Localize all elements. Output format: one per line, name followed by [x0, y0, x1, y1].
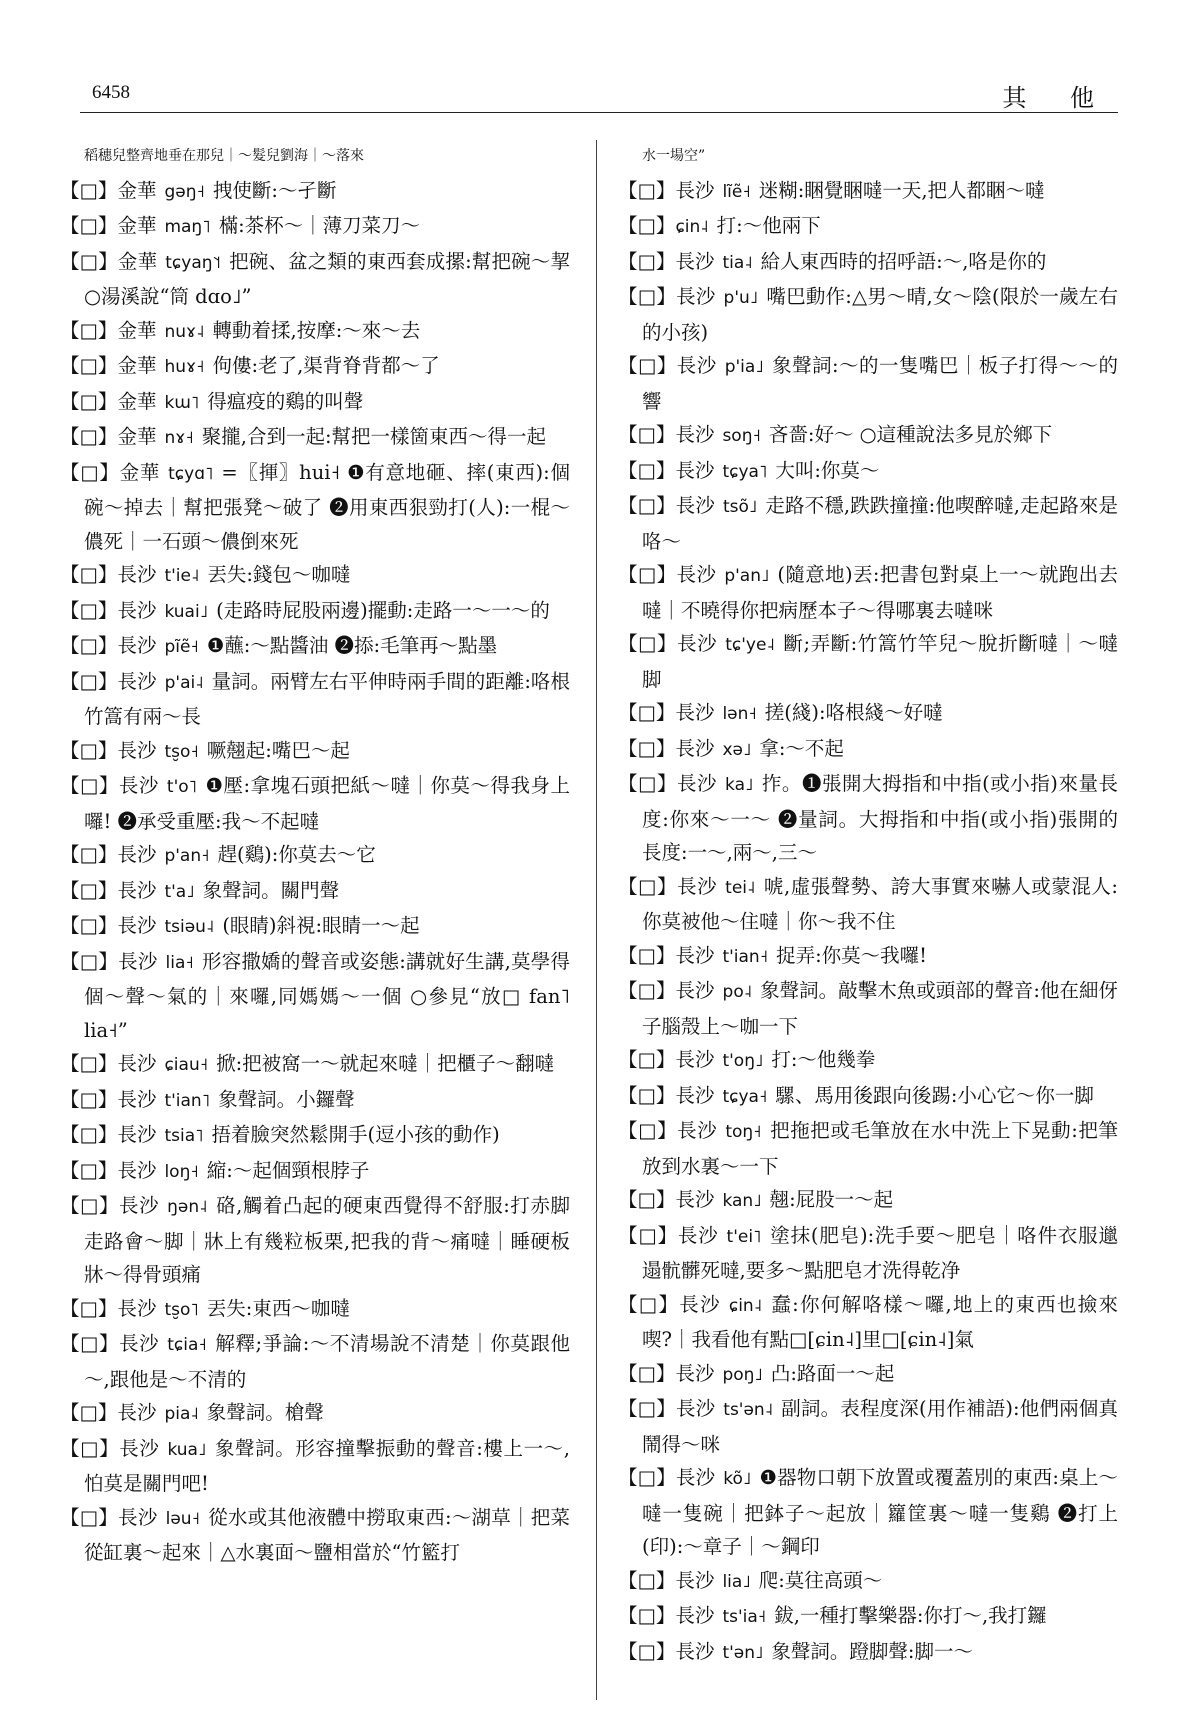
entry-bracket-marker: 【□】	[60, 425, 118, 448]
entry-definition: 拽使斷:～孑斷	[212, 178, 337, 202]
entry-locale: 長沙	[117, 598, 157, 622]
section-title: 其 他	[1002, 84, 1112, 112]
entry-definition: ❶蘸:～點醬油 ❷掭:毛筆再～點墨	[206, 634, 498, 657]
dictionary-entry	[618, 627, 1118, 696]
entry-pronunciation: p'ia˩	[724, 357, 764, 377]
entry-bracket-marker: 【□】	[60, 774, 119, 797]
entry-locale: 長沙	[117, 634, 157, 657]
entry-definition: 噘翹起:嘴巴～起	[206, 738, 350, 762]
entry-locale: 金華	[119, 460, 161, 484]
entry-locale: 長沙	[675, 178, 715, 202]
entry-definition: 打:～他幾拳	[771, 1048, 876, 1071]
entry-locale: 長沙	[117, 1087, 157, 1111]
dictionary-entry	[60, 629, 570, 665]
dictionary-entry	[60, 1432, 570, 1501]
dictionary-entry	[60, 209, 570, 245]
entry-pronunciation: gəŋ˧	[164, 181, 205, 202]
entry-locale: 長沙	[675, 458, 715, 482]
entry-locale: 長沙	[675, 1639, 715, 1663]
entry-locale: 長沙	[119, 1194, 160, 1217]
dictionary-entry	[618, 349, 1118, 418]
entry-definition: 象聲詞。關門聲	[202, 878, 340, 902]
entry-bracket-marker: 【□】	[60, 738, 118, 762]
entry-locale: 長沙	[677, 1223, 719, 1247]
entry-bracket-marker: 【□】	[618, 632, 678, 655]
entry-locale: 金華	[117, 318, 157, 342]
entry-locale: 長沙	[117, 1158, 157, 1182]
dictionary-entry	[60, 1154, 570, 1190]
dictionary-entry	[618, 1392, 1118, 1461]
entry-pronunciation: ka˩	[725, 775, 754, 795]
dictionary-entry	[60, 1327, 570, 1396]
dictionary-entry	[618, 174, 1118, 210]
dictionary-entry	[618, 696, 1118, 732]
entry-bracket-marker: 【□】	[618, 178, 676, 202]
entry-locale: 長沙	[675, 701, 715, 724]
entry-locale: 長沙	[676, 563, 717, 586]
entry-pronunciation: toŋ˧	[725, 1122, 762, 1142]
entry-pronunciation: ŋən˨	[167, 1197, 208, 1217]
dictionary-entry	[618, 418, 1118, 454]
entry-definition: 把拖把或毛筆放在水中洗上下晃動:把筆放到水裏～一下	[642, 1119, 1118, 1178]
entry-locale: 長沙	[675, 1397, 716, 1420]
entry-locale: 長沙	[675, 1604, 715, 1627]
entry-pronunciation: t'a˩	[164, 881, 195, 902]
entry-pronunciation: tɕya˥	[722, 461, 768, 482]
entry-definition: 給人東西時的招呼語:～,咯是你的	[760, 249, 1047, 273]
entry-locale: 長沙	[675, 1048, 715, 1071]
column-divider	[596, 140, 597, 1700]
entry-locale: 長沙	[677, 1119, 718, 1142]
entry-definition: 掀:把被窩一～就起來噠｜把櫃子～翻噠	[216, 1052, 555, 1075]
entry-pronunciation: ts'ia˧	[722, 1607, 767, 1627]
dictionary-entry	[618, 870, 1118, 939]
entry-definition: (隨意地)丟:把書包對桌上一～就跑出去噠｜不曉得你把病歷本子～得哪裏去噠咪	[642, 563, 1118, 622]
entry-pronunciation: tsiəu˨	[164, 917, 215, 937]
entry-bracket-marker: 【□】	[60, 949, 119, 973]
entry-bracket-marker: 【□】	[60, 1332, 120, 1355]
entry-locale: 長沙	[675, 1361, 715, 1385]
entry-definition: 鈸,一種打擊樂器:你打～,我打鑼	[774, 1604, 1047, 1627]
entry-bracket-marker: 【□】	[618, 563, 677, 586]
entry-pronunciation: lia˩	[722, 1571, 751, 1592]
entry-locale: 金華	[117, 425, 157, 448]
dictionary-entry	[60, 594, 570, 630]
entry-pronunciation: kuai˩	[164, 601, 209, 622]
dictionary-entry	[60, 1118, 570, 1154]
entry-locale: 長沙	[118, 949, 158, 973]
entry-definition: 象聲詞。敲擊木魚或頭部的聲音:他在細伢子腦殼上～咖一下	[642, 979, 1118, 1038]
entry-bracket-marker: 【□】	[618, 874, 678, 898]
entry-locale: 長沙	[117, 563, 157, 586]
entry-definition: 捉弄:你莫～我囉!	[776, 943, 927, 967]
entry-locale: 長沙	[117, 878, 157, 902]
dictionary-entry	[60, 140, 570, 174]
entry-pronunciation: t'ei˥	[726, 1226, 762, 1247]
entry-bracket-marker: 【□】	[618, 1292, 680, 1316]
entry-definition: 量詞。兩臂左右平伸時兩手間的距離:咯根竹篙有兩～長	[84, 669, 570, 728]
entry-pronunciation: pia˨	[164, 1404, 199, 1424]
entry-bracket-marker: 【□】	[60, 563, 118, 586]
dictionary-entry	[60, 1396, 570, 1432]
entry-pronunciation: t'oŋ˩	[722, 1051, 764, 1071]
entry-locale: 長沙	[118, 774, 159, 797]
entry-locale: 長沙	[675, 494, 715, 517]
entry-bracket-marker: 【□】	[618, 249, 676, 273]
dictionary-entry	[60, 558, 570, 594]
entry-locale: 長沙	[117, 843, 157, 866]
entry-definition: 水一場空”	[642, 148, 706, 164]
entry-pronunciation: tsia˥	[164, 1126, 204, 1146]
entry-bracket-marker: 【□】	[60, 1505, 119, 1529]
dictionary-entry	[60, 349, 570, 385]
dictionary-entry	[618, 767, 1118, 870]
entry-bracket-marker: 【□】	[618, 1568, 676, 1592]
entry-pronunciation: ləu˧	[165, 1508, 200, 1529]
dictionary-entry	[618, 1461, 1118, 1564]
entry-locale: 長沙	[675, 1083, 715, 1107]
entry-definition: 稻穗兒整齊地垂在那兒｜～髮兒劉海｜～落來	[84, 148, 364, 164]
entry-locale: 長沙	[675, 1466, 716, 1489]
entry-bracket-marker: 【□】	[618, 214, 676, 237]
entry-pronunciation: tɕ'ye˨	[725, 635, 775, 655]
entry-bracket-marker: 【□】	[60, 1296, 118, 1320]
entry-locale: 長沙	[676, 772, 718, 795]
entry-bracket-marker: 【□】	[60, 1436, 120, 1460]
entry-locale: 長沙	[675, 943, 715, 967]
dictionary-entry	[618, 245, 1118, 281]
entry-locale: 長沙	[118, 1505, 158, 1529]
entry-locale: 長沙	[675, 979, 715, 1002]
entry-bracket-marker: 【□】	[618, 1361, 676, 1385]
entry-locale: 長沙	[675, 249, 715, 273]
entry-pronunciation: lĩẽ˧	[722, 181, 751, 202]
entry-bracket-marker: 【□】	[618, 1223, 678, 1247]
entry-pronunciation: t'ian˥	[164, 1090, 211, 1111]
entry-pronunciation: p'an˩	[724, 566, 770, 586]
entry-locale: 長沙	[677, 632, 718, 655]
page-number: 6458	[92, 82, 130, 103]
entry-definition: 捂着臉突然鬆開手(逗小孩的動作)	[211, 1123, 500, 1146]
entry-pronunciation: soŋ˧	[722, 426, 761, 446]
entry-bracket-marker: 【□】	[60, 214, 118, 237]
entry-definition: 丟失:錢包～咖噠	[207, 563, 351, 586]
entry-pronunciation: t'ian˧	[722, 946, 769, 967]
dictionary-entry	[618, 454, 1118, 490]
dictionary-entry	[618, 732, 1118, 768]
left-column	[60, 140, 570, 1570]
dictionary-entry	[618, 1357, 1118, 1393]
entry-pronunciation: tɕyaŋ˥˦	[165, 252, 221, 273]
entry-bracket-marker: 【□】	[618, 1604, 676, 1627]
entry-definition: 迷糊:睏覺睏噠一天,把人都睏～噠	[758, 178, 1045, 202]
dictionary-entry	[618, 1043, 1118, 1079]
dictionary-entry	[618, 1183, 1118, 1219]
entry-definition: 形容撒嬌的聲音或姿態:講就好生講,莫學得個～聲～氣的｜來囉,同媽媽～一個 ○參見“放□ fan˥ lia˧”	[84, 949, 570, 1042]
entry-locale: 長沙	[117, 914, 157, 937]
entry-pronunciation: ɕin˨	[675, 217, 709, 237]
entry-bracket-marker: 【□】	[618, 772, 677, 795]
entry-pronunciation: po˨	[722, 982, 753, 1002]
entry-bracket-marker: 【□】	[60, 178, 118, 202]
entry-definition: 樠:茶杯～｜薄刀菜刀～	[218, 214, 421, 237]
entry-pronunciation: nɤ˧	[164, 428, 194, 448]
entry-bracket-marker: 【□】	[60, 634, 118, 657]
dictionary-entry	[618, 1079, 1118, 1115]
entry-definition: 聚攏,合到一起:幫把一樣箇東西～得一起	[201, 425, 547, 448]
entry-pronunciation: lən˧	[722, 704, 757, 724]
entry-bracket-marker: 【□】	[618, 1048, 676, 1071]
entry-bracket-marker: 【□】	[60, 1194, 120, 1217]
entry-pronunciation: ts̮o˥	[164, 1299, 199, 1320]
dictionary-entry	[618, 939, 1118, 975]
entry-definition: 騾、馬用後跟向後踢:小心它～你一脚	[775, 1083, 1094, 1107]
dictionary-entry	[60, 420, 570, 456]
entry-definition: ❶器物口朝下放置或覆蓋別的東西:桌上～噠一隻碗｜把鉢子～起放｜籮筐裏～噠一隻鷄 ❷打上(印):～章子｜～鋼印	[642, 1466, 1118, 1558]
entry-definition: 象聲詞:～的一隻嘴巴｜板子打得～～的響	[642, 354, 1118, 413]
entry-definition: 唬,虛張聲勢、誇大事實來嚇人或蒙混人:你莫被他～住噠｜你～我不住	[642, 874, 1118, 933]
right-column	[618, 140, 1118, 1670]
entry-definition: 拿:～不起	[759, 736, 844, 760]
entry-bracket-marker: 【□】	[618, 701, 676, 724]
entry-bracket-marker: 【□】	[618, 1083, 676, 1107]
dictionary-entry	[618, 1635, 1118, 1671]
entry-definition: 大叫:你莫～	[775, 458, 880, 482]
entry-bracket-marker: 【□】	[618, 1188, 676, 1211]
dictionary-entry	[60, 1047, 570, 1083]
dictionary-entry	[618, 1288, 1118, 1357]
entry-pronunciation: ts'ən˨	[723, 1400, 774, 1420]
entry-locale: 金華	[117, 214, 157, 237]
entry-definition: 轉動着揉,按摩:～來～去	[212, 318, 421, 342]
dictionary-entry	[618, 140, 1118, 174]
dictionary-entry	[60, 385, 570, 421]
dictionary-entry	[60, 909, 570, 945]
entry-locale: 金華	[117, 389, 157, 413]
dictionary-entry	[618, 1599, 1118, 1635]
dictionary-entry	[618, 558, 1118, 627]
entry-definition: 象聲詞。蹬脚聲:脚一～	[771, 1639, 973, 1663]
entry-pronunciation: tei˨	[725, 877, 756, 898]
entry-definition: 縮:～起個頸根脖子	[206, 1158, 370, 1182]
entry-pronunciation: tia˨	[722, 252, 753, 273]
entry-pronunciation: nuɤ˨	[164, 321, 205, 342]
entry-definition: 翹:屁股一～起	[769, 1188, 894, 1211]
entry-bracket-marker: 【□】	[618, 736, 676, 760]
entry-bracket-marker: 【□】	[60, 460, 120, 484]
dictionary-entry	[618, 209, 1118, 245]
entry-definition: =〖揮〗hui˧ ❶有意地砸、摔(東西):個碗～掉去｜幫把張凳～破了 ❷用東西狠勁打(人):一棍～儂死｜一石頭～儂倒來死	[84, 460, 570, 553]
entry-bracket-marker: 【□】	[618, 285, 677, 308]
dictionary-entry	[60, 838, 570, 874]
entry-pronunciation: kua˩	[167, 1439, 207, 1460]
entry-definition: 硌,觸着凸起的硬東西覺得不舒服:打赤脚走路會～脚｜牀上有幾粒板栗,把我的背～痛噠｜睡硬板牀～得骨頭痛	[84, 1194, 570, 1286]
entry-definition: 把碗、盆之類的東西套成摞:幫把碗～挈 ○湯溪說“筒 dɑo˩”	[84, 249, 570, 308]
entry-pronunciation: tsõ˩	[723, 497, 758, 517]
dictionary-entry	[60, 945, 570, 1048]
entry-pronunciation: ɕin˨	[728, 1295, 763, 1316]
dictionary-entry	[60, 1292, 570, 1328]
entry-bracket-marker: 【□】	[60, 1158, 118, 1182]
header-rule	[80, 112, 1118, 113]
entry-locale: 長沙	[675, 1568, 715, 1592]
entry-locale: 長沙	[117, 1296, 157, 1320]
dictionary-entry	[60, 665, 570, 734]
entry-pronunciation: kõ˩	[723, 1469, 752, 1489]
dictionary-entry	[60, 456, 570, 559]
dictionary-entry	[60, 1083, 570, 1119]
entry-bracket-marker: 【□】	[618, 458, 676, 482]
entry-definition: 象聲詞。小鑼聲	[218, 1087, 355, 1111]
entry-locale: 長沙	[117, 669, 157, 693]
dictionary-entry	[60, 769, 570, 838]
entry-pronunciation: t'ie˨	[164, 566, 200, 586]
entry-definition: (走路時屁股兩邊)擺動:走路一～一～的	[216, 598, 550, 622]
dictionary-entry	[618, 1564, 1118, 1600]
entry-definition: 塗抹(肥皂):洗手要～肥皂｜咯件衣服邋遢骯髒死噠,要多～點肥皂才洗得乾净	[642, 1223, 1118, 1282]
entry-bracket-marker: 【□】	[618, 979, 676, 1002]
entry-pronunciation: tɕia˧	[167, 1335, 207, 1355]
entry-locale: 長沙	[117, 1052, 157, 1075]
entry-definition: 副詞。表程度深(用作補語):他們兩個真鬧得～咪	[642, 1397, 1118, 1456]
entry-definition: 趕(鷄):你莫去～它	[217, 843, 376, 866]
entry-bracket-marker: 【□】	[60, 1123, 118, 1146]
entry-bracket-marker: 【□】	[60, 598, 118, 622]
entry-bracket-marker: 【□】	[618, 494, 676, 517]
entry-bracket-marker: 【□】	[618, 1639, 676, 1663]
page-header	[80, 78, 1118, 116]
entry-pronunciation: loŋ˧	[164, 1161, 199, 1182]
entry-locale: 長沙	[675, 736, 715, 760]
entry-definition: 佝僂:老了,渠背脊背都～了	[212, 354, 440, 377]
entry-locale: 長沙	[677, 874, 718, 898]
entry-pronunciation: tɕyɑ˥	[168, 463, 214, 484]
dictionary-entry	[60, 1501, 570, 1570]
entry-bracket-marker: 【□】	[60, 1087, 118, 1111]
dictionary-entry	[618, 1114, 1118, 1183]
dictionary-entry	[60, 174, 570, 210]
entry-pronunciation: kɯ˥	[164, 392, 200, 413]
entry-locale: 長沙	[117, 738, 157, 762]
entry-definition: 走路不穩,跌跌撞撞:他喫醉噠,走起路來是咯～	[642, 494, 1118, 553]
entry-definition: 蠢:你何解咯樣～囉,地上的東西也撿來喫?｜我看他有點□[ɕin˨]里□[ɕin˨]氣	[642, 1292, 1118, 1351]
entry-bracket-marker: 【□】	[618, 423, 676, 446]
dictionary-entry	[60, 874, 570, 910]
entry-locale: 長沙	[679, 1292, 721, 1316]
entry-locale: 長沙	[675, 1188, 715, 1211]
entry-pronunciation: poŋ˩	[722, 1364, 763, 1385]
entry-locale: 長沙	[676, 354, 717, 377]
entry-definition: 凸:路面一～起	[770, 1361, 895, 1385]
dictionary-entry	[60, 1189, 570, 1292]
entry-pronunciation: lia˧	[165, 952, 194, 973]
entry-definition: 嘴巴動作:△男～晴,女～陰(限於一歲左右的小孩)	[642, 285, 1118, 344]
entry-bracket-marker: 【□】	[60, 354, 118, 377]
dictionary-entry	[60, 245, 570, 314]
entry-locale: 長沙	[119, 1436, 160, 1460]
entry-pronunciation: p'an˧	[164, 846, 210, 866]
entry-bracket-marker: 【□】	[60, 318, 118, 342]
entry-definition: 丟失:東西～咖噠	[206, 1296, 350, 1320]
entry-pronunciation: maŋ˥	[164, 217, 211, 237]
entry-definition: 得瘟疫的鷄的叫聲	[207, 389, 364, 413]
entry-bracket-marker: 【□】	[60, 843, 118, 866]
entry-pronunciation: pĩẽ˧	[164, 637, 199, 657]
dictionary-entry	[618, 974, 1118, 1043]
entry-pronunciation: tɕya˧	[722, 1086, 768, 1107]
entry-pronunciation: t'o˥	[166, 777, 198, 797]
entry-pronunciation: p'ai˨	[164, 672, 204, 693]
entry-definition: 解釋;爭論:～不清場說不清楚｜你莫跟他～,跟他是～不清的	[84, 1332, 570, 1391]
entry-definition: 搓(綫):咯根綫～好噠	[764, 701, 943, 724]
dictionary-entry	[60, 314, 570, 350]
entry-bracket-marker: 【□】	[618, 943, 676, 967]
dictionary-entry	[618, 280, 1118, 349]
entry-bracket-marker: 【□】	[618, 1119, 678, 1142]
entry-definition: 象聲詞。形容撞擊振動的聲音:樓上一～,怕莫是關門吧!	[84, 1436, 570, 1495]
entry-bracket-marker: 【□】	[60, 1401, 118, 1424]
dictionary-entry	[618, 1219, 1118, 1288]
entry-definition: 象聲詞。槍聲	[206, 1401, 324, 1424]
dictionary-entry	[618, 489, 1118, 558]
entry-definition: 拃。❶張開大拇指和中指(或小指)來量長度:你來～一～ ❷量詞。大拇指和中指(或小指)張開的長度:一～,兩～,三～	[642, 772, 1118, 864]
entry-pronunciation: ɕiau˧	[164, 1055, 209, 1075]
entry-bracket-marker: 【□】	[60, 389, 118, 413]
entry-bracket-marker: 【□】	[618, 1397, 676, 1420]
entry-bracket-marker: 【□】	[60, 669, 118, 693]
entry-locale: 長沙	[676, 285, 716, 308]
entry-pronunciation: t'ən˩	[722, 1642, 764, 1663]
entry-locale: 長沙	[675, 423, 715, 446]
entry-pronunciation: huɤ˧	[164, 357, 205, 377]
entry-definition: 吝嗇:好～ ○這種說法多見於鄉下	[768, 423, 1053, 446]
entry-bracket-marker: 【□】	[60, 878, 118, 902]
entry-locale: 金華	[117, 178, 157, 202]
entry-bracket-marker: 【□】	[618, 1466, 676, 1489]
entry-definition: 從水或其他液體中撈取東西:～湖草｜把菜從缸裏～起來｜△水裏面～鹽相當於“竹籃打	[84, 1505, 570, 1564]
entry-bracket-marker: 【□】	[618, 354, 677, 377]
entry-bracket-marker: 【□】	[60, 914, 118, 937]
entry-locale: 金華	[117, 249, 158, 273]
entry-locale: 長沙	[119, 1332, 160, 1355]
entry-definition: 打:～他兩下	[716, 214, 821, 237]
dictionary-entry	[60, 734, 570, 770]
entry-pronunciation: xə˩	[722, 739, 752, 760]
entry-locale: 長沙	[117, 1123, 157, 1146]
entry-definition: ❶壓:拿塊石頭把紙～噠｜你莫～得我身上囉! ❷承受重壓:我～不起噠	[84, 774, 570, 833]
entry-definition: 斷;弄斷:竹篙竹竿兒～脫折斷噠｜～噠脚	[642, 632, 1118, 691]
entry-bracket-marker: 【□】	[60, 1052, 118, 1075]
entry-definition: 爬:莫往高頭～	[758, 1568, 883, 1592]
entry-pronunciation: ts̮o˧	[164, 741, 199, 762]
entry-locale: 金華	[117, 354, 157, 377]
entry-pronunciation: p'u˩	[723, 288, 759, 308]
entry-pronunciation: kan˩	[722, 1191, 762, 1211]
entry-definition: (眼睛)斜視:眼睛一～起	[222, 914, 420, 937]
entry-locale: 長沙	[117, 1401, 157, 1424]
entry-bracket-marker: 【□】	[60, 249, 118, 273]
